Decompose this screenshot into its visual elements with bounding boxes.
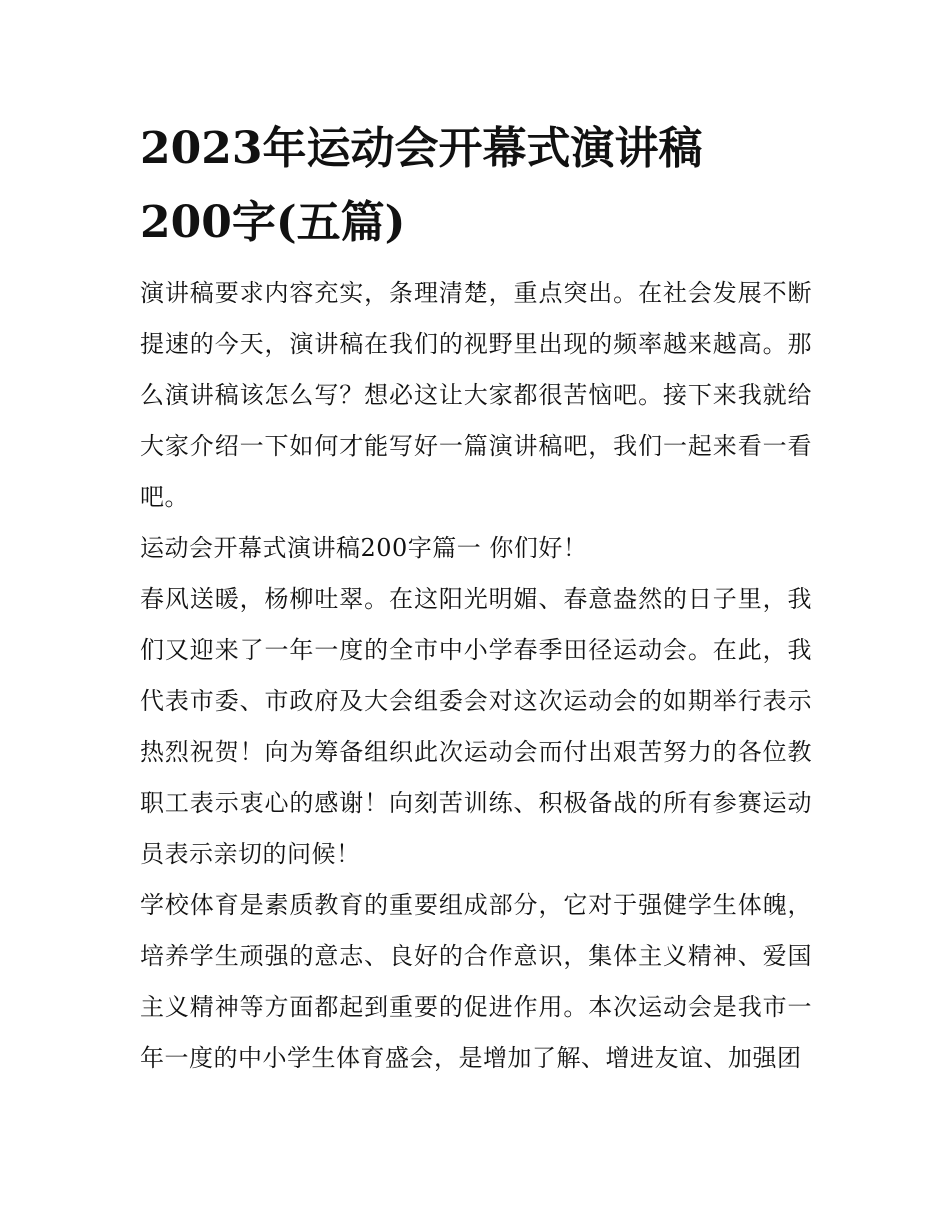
body-paragraph-2: 学校体育是素质教育的重要组成部分，它对于强健学生体魄，培养学生顽强的意志、良好的合作意识，集体主义精神、爱国主义精神等方面都起到重要的促进作用。本次运动会是我市一年一度的中小学生体育盛会，是增加了解、增进友谊、加强团: [140, 891, 812, 1072]
document-title: [140, 112, 812, 260]
title-line-1: 2023年运动会开幕式演讲稿: [140, 123, 703, 174]
document-body: [140, 112, 812, 1084]
body-paragraph-1: 春风送暖，杨柳吐翠。在这阳光明媚、春意盎然的日子里，我们又迎来了一年一度的全市中小学春季田径运动会。在此，我代表市委、市政府及大会组委会对这次运动会的如期举行表示热烈祝贺！向为筹备组织此次运动会而付出艰苦努力的各位教职工表示衷心的感谢！向刻苦训练、积极备战的所有参赛运动员表示亲切的问候！: [140, 585, 812, 868]
title-line-2: 200字(五篇): [140, 197, 406, 248]
intro-paragraph: 演讲稿要求内容充实，条理清楚，重点突出。在社会发展不断提速的今天，演讲稿在我们的视野里出现的频率越来越高。那么演讲稿该怎么写？想必这让大家都很苦恼吧。接下来我就给大家介绍一下如何才能写好一篇演讲稿吧，我们一起来看一看吧。: [140, 279, 812, 511]
section-heading-paragraph: 运动会开幕式演讲稿200字篇一 你们好！: [140, 534, 588, 562]
